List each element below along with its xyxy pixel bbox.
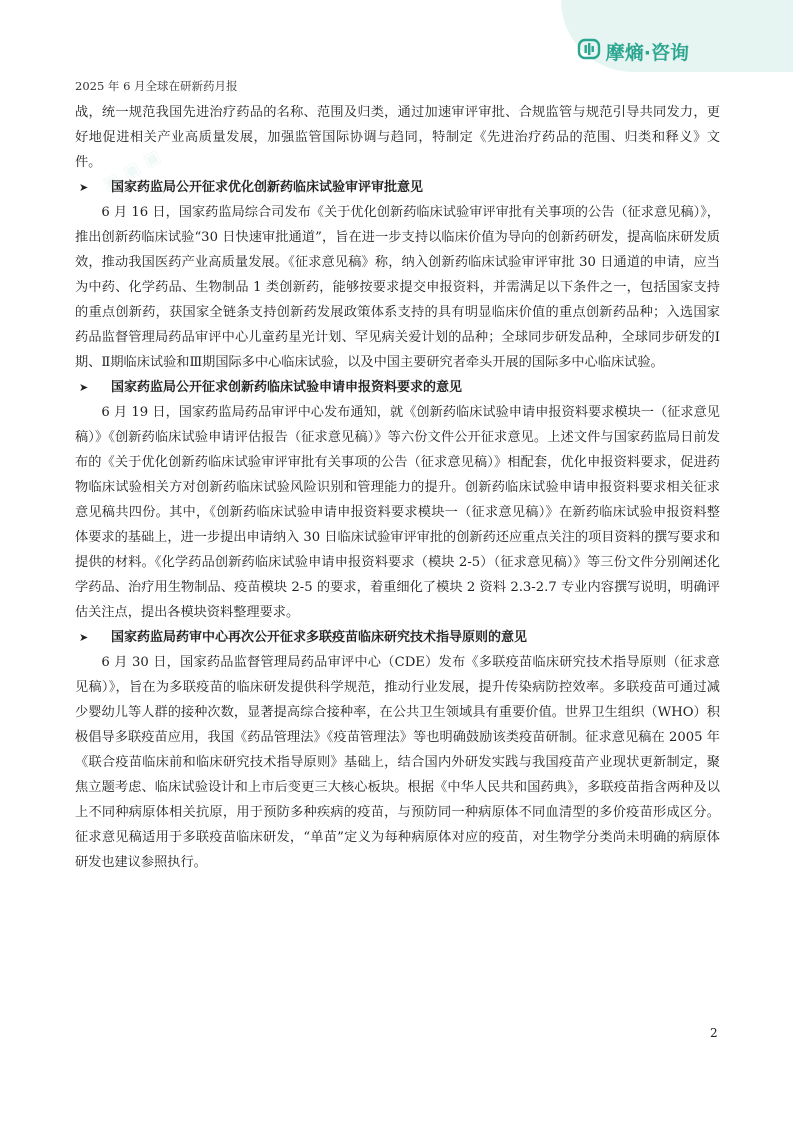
section-heading: ➤ 国家药监局药审中心再次公开征求多联疫苗临床研究技术指导原则的意见 [75,625,720,650]
brand-name: 摩熵·咨询 [605,41,689,64]
section-heading: ➤ 国家药监局公开征求创新药临床试验申请申报资料要求的意见 [75,375,720,400]
section-1 [75,175,720,375]
running-header: 2025 年 6 月全球在研新药月报 [75,79,238,93]
section-paragraph: 6 月 30 日，国家药品监督管理局药品审评中心（CDE）发布《多联疫苗临床研究技术指导原则（征求意见稿）》，旨在为多联疫苗的临床研发提供科学规范，推动行业发展，提升传染病防控效率。多联疫苗可通过减少婴幼儿等人群的接种次数，显著提高综合接种率，在公共卫生领域具有重要价值。世界卫生组织（WHO）积极倡导多联疫苗应用，我国《药品管理法》《疫苗管理法》等也明确鼓励该类疫苗研制。征求意见稿在 2005 年《联合疫苗临床前和临床研究技术指导原则》基础上，结合国内外研发实践与我国疫苗产业现状更新制定，聚焦立题考虑、临床试验设计和上市后变更三大核心板块。根据《中华人民共和国药典》，多联疫苗指含两种及以上不同种病原体相关抗原，用于预防多种疾病的疫苗，与预防同一种病原体不同血清型的多价疫苗形成区分。征求意见稿适用于多联疫苗临床研发，“单苗”定义为每种病原体对应的疫苗，对生物学分类尚未明确的病原体研发也建议参照执行。 [75,655,720,870]
brand-logo-icon [577,37,601,65]
section-heading: ➤ 国家药监局公开征求优化创新药临床试验审评审批意见 [75,175,720,200]
document-body [75,100,720,875]
section-paragraph: 6 月 19 日，国家药监局药品审评中心发布通知，就《创新药临床试验申请申报资料要求模块一（征求意见稿）》《创新药临床试验申请评估报告（征求意见稿）》等六份文件公开征求意见。上述文件与国家药监局日前发布的《关于优化创新药临床试验审评审批有关事项的公告（征求意见稿）》相配套，优化申报资料要求，促进药物临床试验相关方对创新药临床试验风险识别和管理能力的提升。创新药临床试验申请申报资料要求相关征求意见稿共四份。其中，《创新药临床试验申请申报资料要求模块一（征求意见稿）》在新药临床试验申报资料整体要求的基础上，进一步提出申请纳入 30 日临床试验审评审批的创新药还应重点关注的项目资料的撰写要求和提供的材料。《化学药品创新药临床试验申请申报资料要求（模块 2-5）（征求意见稿）》等三份文件分别阐述化学药品、治疗用生物制品、疫苗模块 2-5 的要求，着重细化了模块 2 资料 2.3-2.7 专业内容撰写说明，明确评估关注点，提出各模块资料整理要求。 [75,405,720,620]
section-paragraph: 6 月 16 日，国家药监局综合司发布《关于优化创新药临床试验审评审批有关事项的公告（征求意见稿）》，推出创新药临床试验“30 日快速审批通道”，旨在进一步支持以临床价值为导向的创新药研发，提高临床研发质效，推动我国医药产业高质量发展。《征求意见稿》称，纳入创新药临床试验审评审批 30 日通道的申请，应当为中药、化学药品、生物制品 1 类创新药，能够按要求提交申报资料，并需满足以下条件之一，包括国家支持的重点创新药，获国家全链条支持创新药发展政策体系支持的具有明显临床价值的重点创新药品种；入选国家药品监督管理局药品审评中心儿童药星光计划、罕见病关爱计划的品种；全球同步研发品种，全球同步研发的Ⅰ期、Ⅱ期临床试验和Ⅲ期国际多中心临床试验，以及中国主要研究者牵头开展的国际多中心临床试验。 [75,205,720,370]
arrow-bullet-icon: ➤ [79,181,89,194]
arrow-bullet-icon: ➤ [79,381,89,394]
arrow-bullet-icon: ➤ [79,631,89,644]
intro-paragraph: 战，统一规范我国先进治疗药品的名称、范围及归类，通过加速审评审批、合规监管与规范引导共同发力，更好地促进相关产业高质量发展，加强监管国际协调与趋同，特制定《先进治疗药品的范围、归类和释义》文件。 [75,105,720,170]
page-number: 2 [710,1026,718,1040]
watermark: ▣ ▣ ▣ [99,145,165,196]
section-2 [75,375,720,625]
brand-logo [577,38,689,64]
section-3 [75,625,720,875]
